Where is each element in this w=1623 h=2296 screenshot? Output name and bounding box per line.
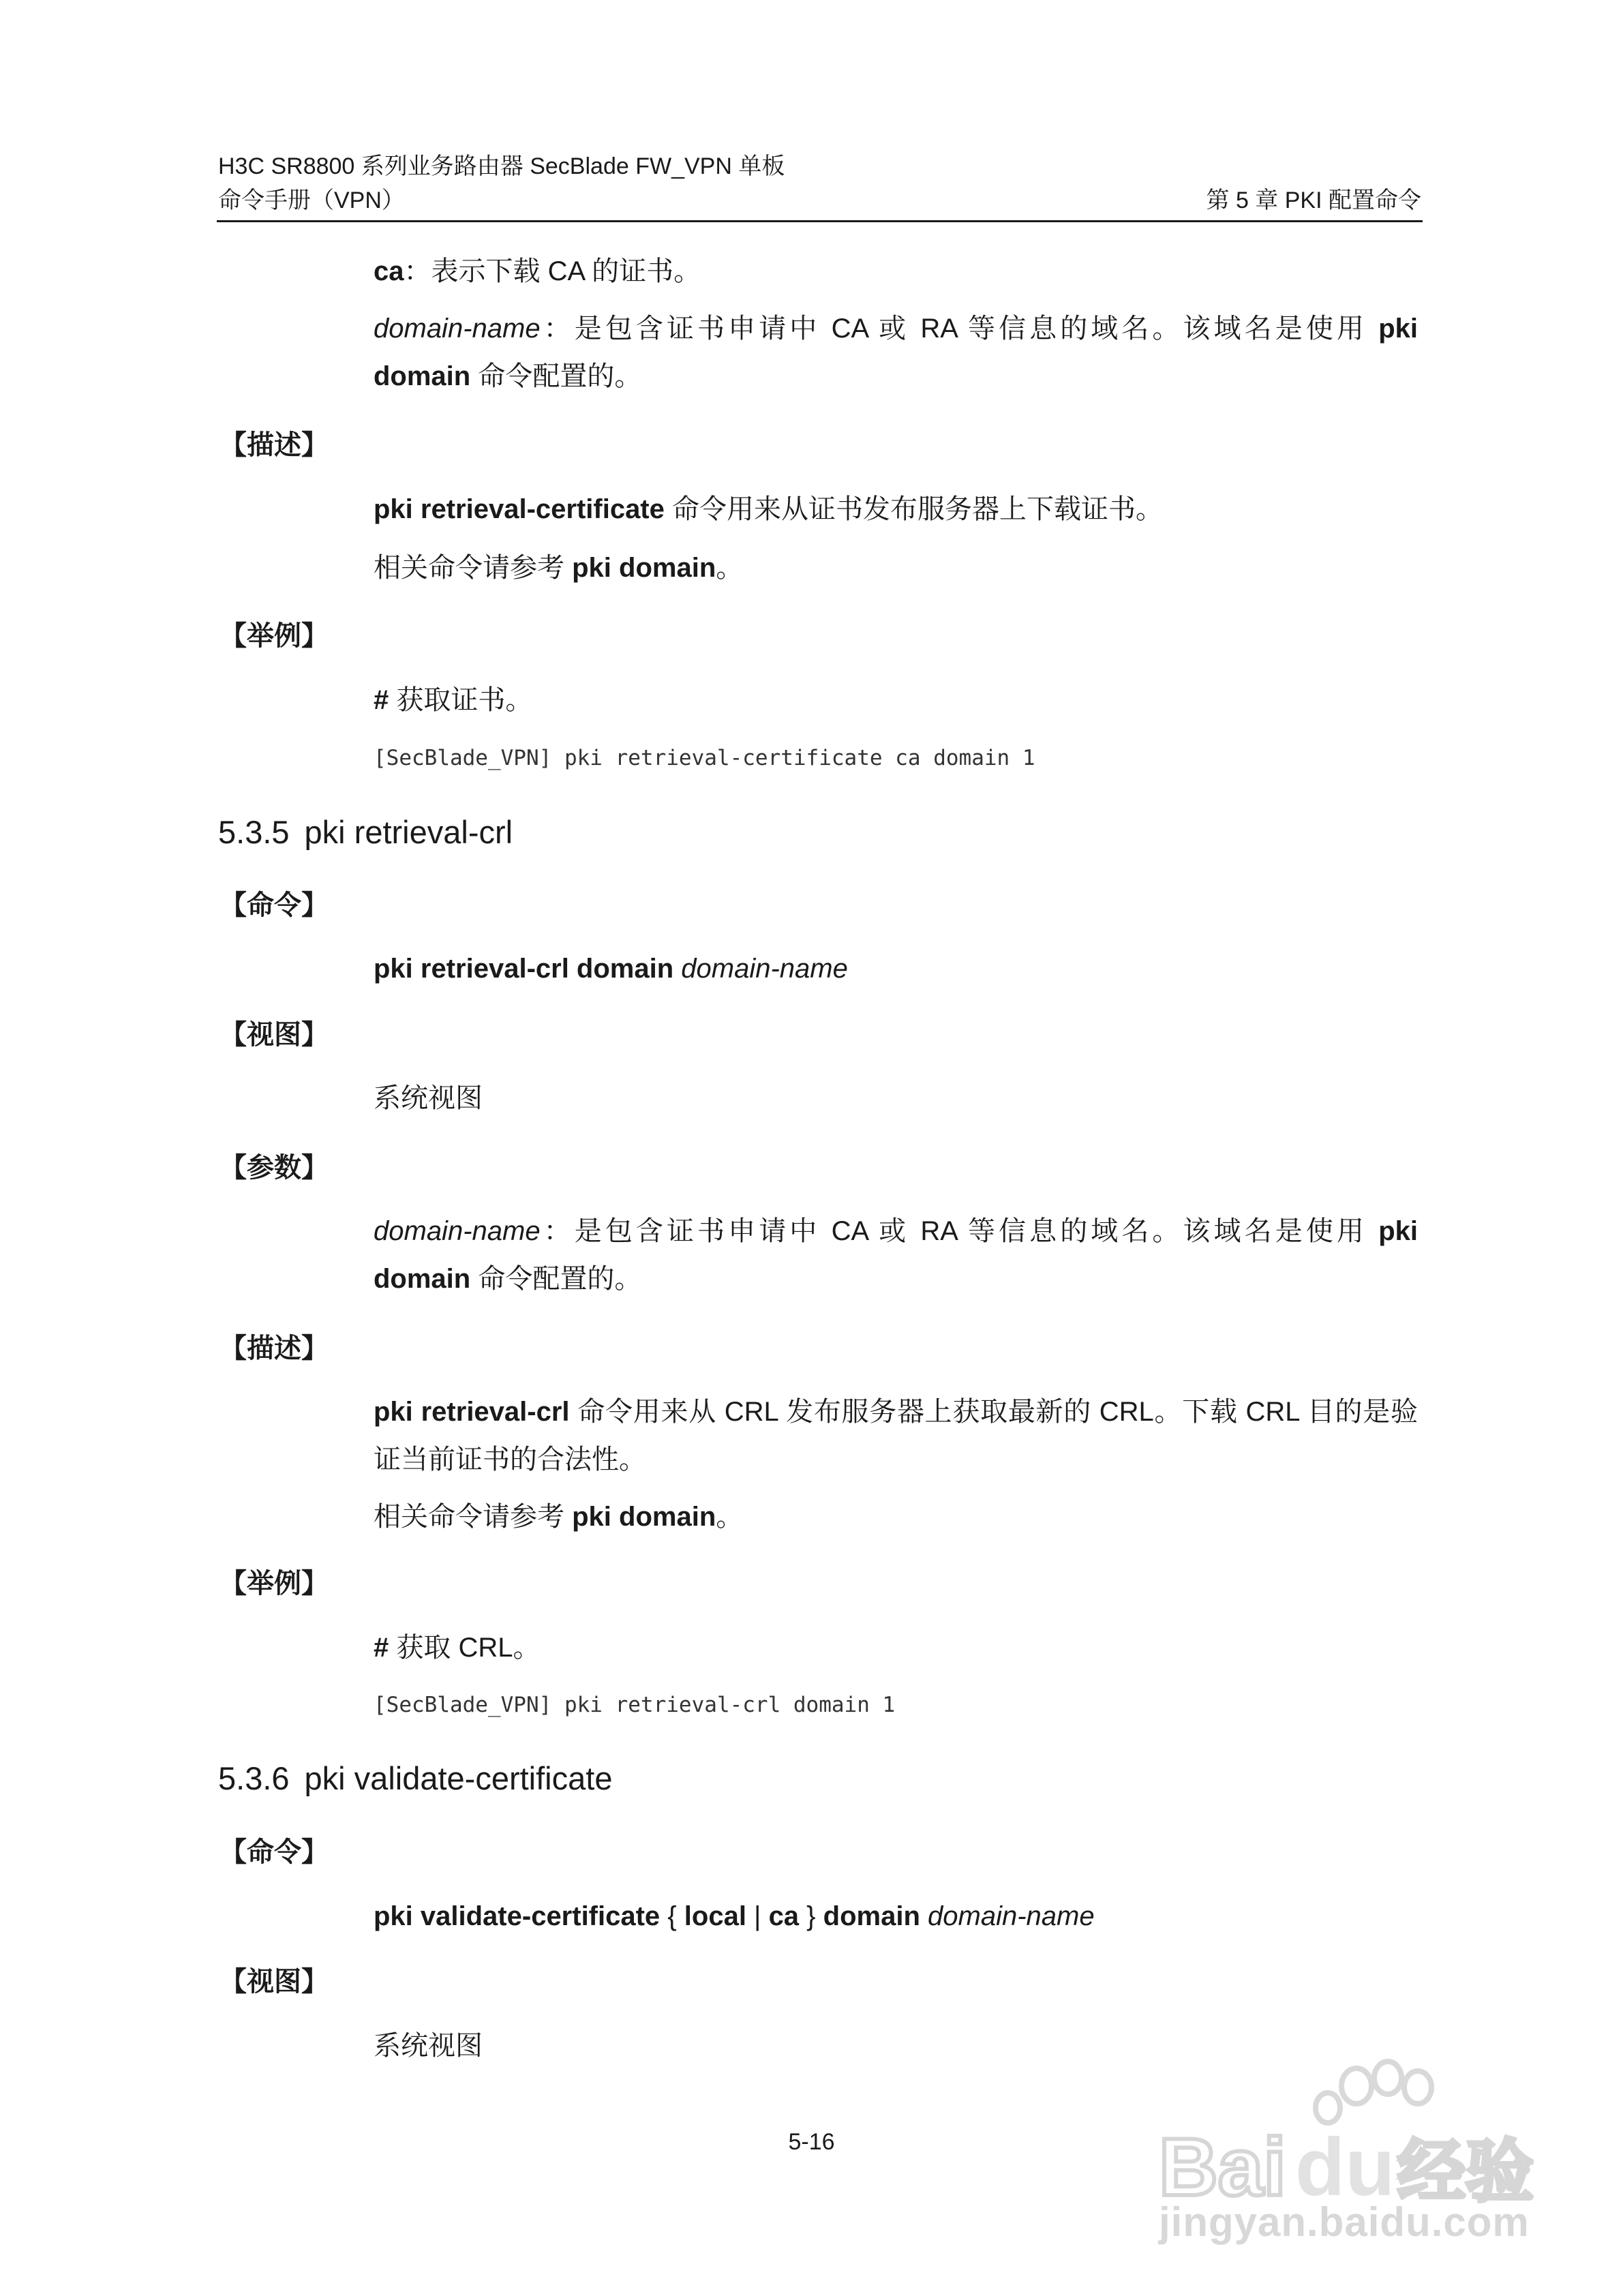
param-term: domain-name	[374, 314, 541, 344]
example-comment	[374, 1624, 1418, 1672]
example-text: 获取 CRL。	[389, 1633, 541, 1663]
command-keyword: pki validate-certificate	[374, 1901, 661, 1931]
section-label-command: 【命令】	[219, 890, 329, 920]
view-text: 系统视图	[374, 2031, 483, 2061]
comment-hash: #	[374, 685, 389, 715]
command-keyword: ca	[768, 1901, 800, 1931]
section-label-example: 【举例】	[219, 621, 329, 651]
section-label-description: 【描述】	[219, 1333, 329, 1363]
syntax-brace: {	[660, 1901, 684, 1931]
example-text: 获取证书。	[389, 685, 533, 715]
watermark-url: jingyan.baidu.com	[1159, 2199, 1530, 2245]
section-label-view: 【视图】	[219, 1967, 329, 1997]
section-heading-536	[218, 1759, 612, 1798]
section-label-view: 【视图】	[219, 1020, 329, 1050]
punctuation: 。	[716, 1502, 744, 1532]
param-desc: ：表示下载 CA 的证书。	[404, 256, 701, 286]
punctuation: 。	[716, 553, 744, 583]
section-label-example: 【举例】	[219, 1569, 329, 1599]
command-keyword: pki retrieval-certificate	[374, 494, 665, 524]
param-desc: ：是包含证书申请中 CA 或 RA 等信息的域名。该域名是使用	[540, 1216, 1379, 1246]
related-commands	[374, 1493, 1418, 1541]
section-label-parameters: 【参数】	[219, 1153, 329, 1183]
command-keyword: pki retrieval-crl domain	[374, 954, 674, 984]
param-domain-name	[374, 305, 1418, 400]
section-number: 5.3.5	[218, 814, 290, 850]
section-number: 5.3.6	[218, 1760, 290, 1796]
param-domain-name	[374, 1207, 1418, 1303]
section-heading-535	[218, 813, 513, 852]
syntax-brace: }	[799, 1901, 823, 1931]
command-keyword: domain	[374, 361, 471, 391]
code-example: [SecBlade_VPN] pki retrieval-certificate ca domain 1	[374, 746, 1035, 770]
header-chapter: 第 5 章 PKI 配置命令	[1206, 187, 1421, 213]
view-text: 系统视图	[374, 1083, 483, 1113]
section-title: pki validate-certificate	[304, 1760, 613, 1796]
section-label-command: 【命令】	[219, 1837, 329, 1867]
param-term: ca	[374, 256, 404, 286]
header-subline	[218, 185, 1421, 215]
command-keyword: pki	[1378, 1216, 1418, 1246]
related-text: 相关命令请参考	[374, 553, 573, 583]
syntax-bar: |	[746, 1901, 769, 1931]
param-desc-tail: 命令配置的。	[470, 361, 642, 391]
command-argument: domain-name	[681, 954, 848, 984]
section-label-description: 【描述】	[219, 430, 329, 460]
description-text	[374, 1388, 1418, 1483]
command-keyword: pki retrieval-crl	[374, 1397, 570, 1427]
command-keyword: local	[684, 1901, 746, 1931]
description-text	[374, 485, 1418, 533]
code-example: [SecBlade_VPN] pki retrieval-crl domain 1	[374, 1693, 896, 1717]
command-keyword: pki	[1378, 314, 1418, 344]
command-syntax	[374, 1892, 1418, 1940]
command-keyword: domain	[374, 1264, 471, 1294]
param-desc-tail: 命令配置的。	[470, 1264, 642, 1294]
param-desc: ：是包含证书申请中 CA 或 RA 等信息的域名。该域名是使用	[540, 314, 1379, 344]
section-title: pki retrieval-crl	[304, 814, 513, 850]
command-keyword: domain	[823, 1901, 920, 1931]
svg-text:经验: 经验	[1397, 2132, 1534, 2211]
command-keyword: pki domain	[572, 553, 716, 583]
header-title: H3C SR8800 系列业务路由器 SecBlade FW_VPN 单板	[218, 153, 785, 179]
svg-text:Bai: Bai	[1159, 2121, 1286, 2213]
param-term: domain-name	[374, 1216, 541, 1246]
param-ca	[374, 247, 1418, 295]
header-manual-name: 命令手册（VPN）	[218, 187, 405, 213]
command-keyword: pki domain	[572, 1502, 716, 1532]
related-commands	[374, 544, 1418, 592]
command-argument: domain-name	[928, 1901, 1095, 1931]
description-body: 命令用来从 CRL 发布服务器上获取最新的 CRL。下载 CRL 目的是验证当前证书的合法性。	[374, 1397, 1418, 1475]
svg-text:du: du	[1295, 2121, 1395, 2213]
command-syntax	[374, 945, 1418, 993]
example-comment	[374, 676, 1418, 724]
page-number: 5-16	[788, 2129, 835, 2155]
header-divider	[217, 220, 1423, 222]
related-text: 相关命令请参考	[374, 1502, 573, 1532]
description-body: 命令用来从证书发布服务器上下载证书。	[664, 494, 1163, 524]
comment-hash: #	[374, 1633, 389, 1663]
